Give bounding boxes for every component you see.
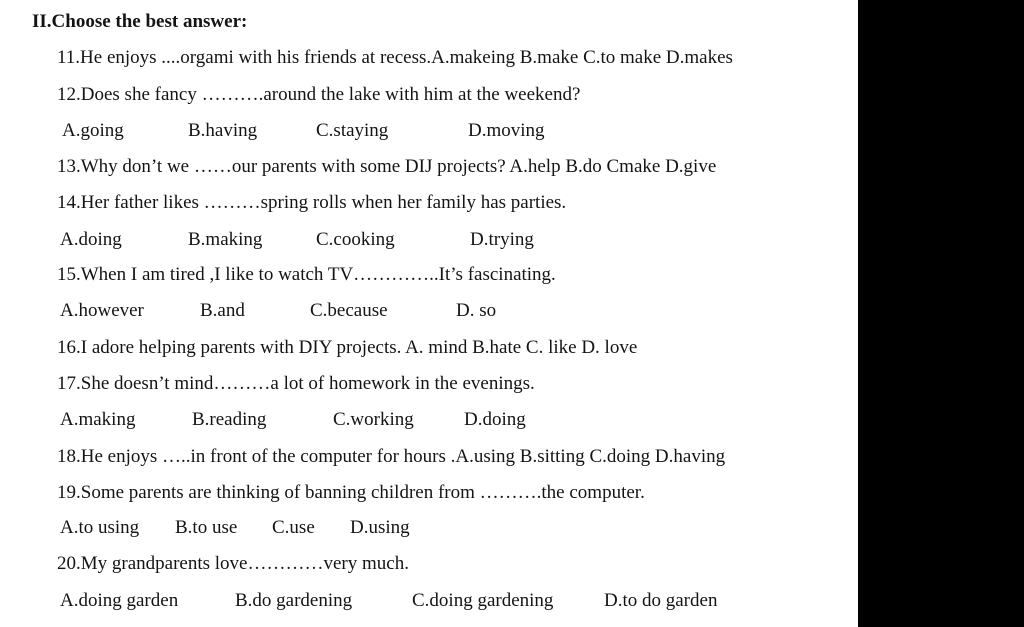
- question-18: 18.He enjoys …..in front of the computer for hours .A.using B.sitting C.doing D.having: [57, 446, 726, 467]
- question-17: 17.She doesn’t mind………a lot of homework in the evenings.: [57, 373, 535, 394]
- q14-option-b: B.making: [188, 229, 263, 250]
- question-15: 15.When I am tired ,I like to watch TV…………..It’s fascinating.: [57, 264, 556, 285]
- question-13: 13.Why don’t we ……our parents with some DIJ projects? A.help B.do Cmake D.give: [57, 156, 717, 177]
- question-20: 20.My grandparents love…………very much.: [57, 553, 409, 574]
- q15-option-b: B.and: [200, 300, 245, 321]
- q14-option-c: C.cooking: [316, 229, 395, 250]
- q17-option-b: B.reading: [192, 409, 267, 430]
- q12-option-c: C.staying: [316, 120, 389, 141]
- q20-option-d: D.to do garden: [604, 590, 718, 611]
- q12-option-a: A.going: [62, 120, 124, 141]
- q20-option-b: B.do gardening: [235, 590, 353, 611]
- q19-option-c: C.use: [272, 517, 315, 538]
- question-19: 19.Some parents are thinking of banning children from ……….the computer.: [57, 482, 645, 503]
- question-16: 16.I adore helping parents with DIY projects. A. mind B.hate C. like D. love: [57, 337, 638, 358]
- question-12: 12.Does she fancy ……….around the lake with him at the weekend?: [57, 84, 581, 105]
- q19-option-d: D.using: [350, 517, 410, 538]
- section-heading: II.Choose the best answer:: [32, 11, 248, 32]
- q14-option-d: D.trying: [470, 229, 534, 250]
- q17-option-a: A.making: [60, 409, 136, 430]
- question-11: 11.He enjoys ....orgami with his friends at recess.A.makeing B.make C.to make D.makes: [57, 47, 733, 68]
- q12-option-b: B.having: [188, 120, 258, 141]
- q19-option-b: B.to use: [175, 517, 238, 538]
- q17-option-c: C.working: [333, 409, 414, 430]
- q19-option-a: A.to using: [60, 517, 140, 538]
- question-14: 14.Her father likes ………spring rolls when her family has parties.: [57, 192, 567, 213]
- q20-option-a: A.doing garden: [60, 590, 179, 611]
- q14-option-a: A.doing: [60, 229, 122, 250]
- q17-option-d: D.doing: [464, 409, 526, 430]
- q20-option-c: C.doing gardening: [412, 590, 554, 611]
- q15-option-c: C.because: [310, 300, 388, 321]
- q15-option-d: D. so: [456, 300, 497, 321]
- q15-option-a: A.however: [60, 300, 144, 321]
- q12-option-d: D.moving: [468, 120, 545, 141]
- black-margin-panel: [858, 0, 1024, 627]
